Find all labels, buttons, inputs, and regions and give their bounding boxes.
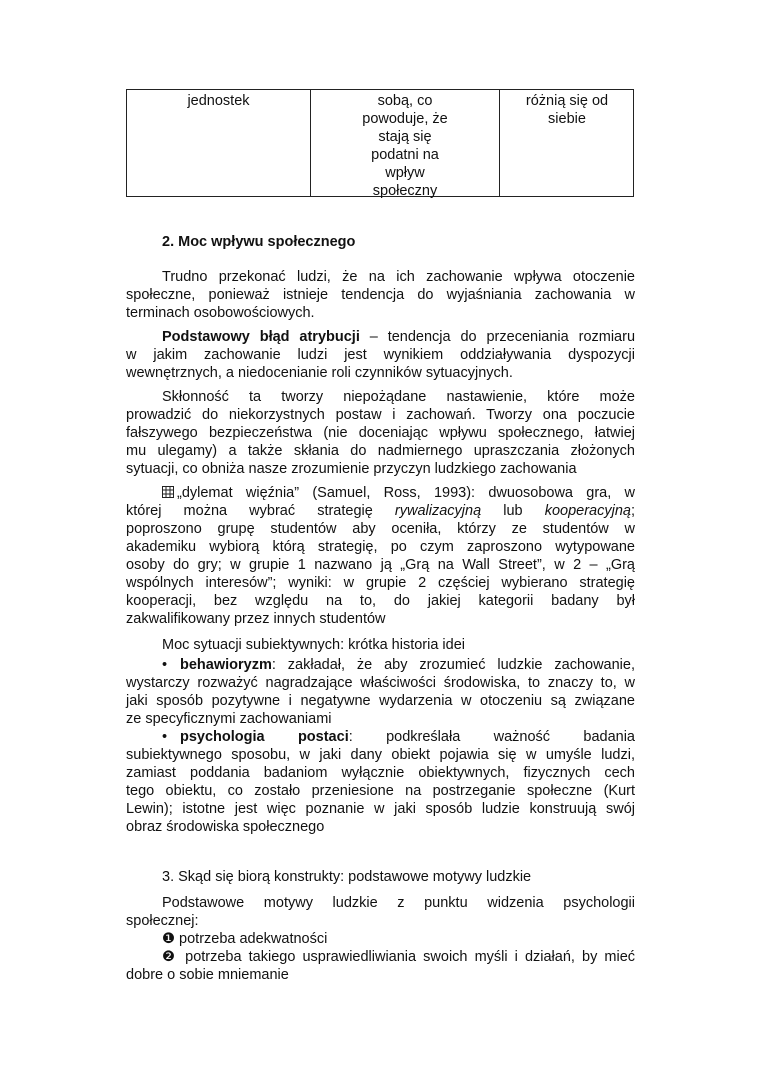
text-run: lub (481, 503, 545, 519)
table-cell: jednostek (187, 93, 250, 109)
cell-line: różnią się od (525, 93, 609, 109)
text-line: ze specyficznymi zachowaniami (126, 711, 332, 727)
subheading: Moc sytuacji subiektywnych: krótka historia idei (162, 637, 466, 653)
cell-line: podatni na (371, 147, 439, 163)
table-fragment (126, 89, 634, 197)
text-line: subiektywnego sposobu, w jaki dany obiekt pojawia się w umyśle ludzi, (126, 747, 635, 763)
text-line: prowadzić do niekorzystnych postaw i zachowań. Tworzy ona poczucie (126, 407, 635, 423)
text-line (162, 728, 635, 746)
term-italic: kooperacyjną (544, 503, 631, 519)
text-line (162, 930, 327, 948)
text-run: „dylemat więźnia” (Samuel, Ross, 1993): dwuosobowa gra, w (177, 485, 635, 501)
text-run: potrzeba adekwatności (179, 931, 328, 947)
text-line: dobre o sobie mniemanie (126, 967, 289, 983)
term-bold: Podstawowy błąd atrybucji (162, 329, 360, 345)
text-line: zakwalifikowany przez innych studentów (126, 611, 386, 627)
bullet-icon: • (162, 729, 168, 745)
text-line (126, 502, 635, 520)
text-run: której można wybrać strategię (126, 503, 395, 519)
text-line: mu ulegamy) a także skłania do nadmiernego upraszczania złożonych (126, 443, 635, 459)
number-one-icon: ❶ (162, 931, 175, 947)
cell-line: wpływ (385, 165, 425, 181)
text-line (162, 948, 635, 966)
text-line: akademiku wybiorą którą strategię, po czym zaproszono wytypowane (126, 539, 635, 555)
text-line: Podstawowe motywy ludzkie z punktu widzenia psychologii (162, 895, 635, 911)
text-line: Lewin); istotne jest więc poznanie w jaki sposób ludzie konstruują swój (126, 801, 635, 817)
term-bold: psychologia postaci (180, 729, 349, 745)
text-line: sytuacji, co obniża nasze zrozumienie przyczyn ludzkiego zachowania (126, 461, 577, 477)
table-cell (311, 92, 499, 200)
text-line: w jakim zachowanie ludzi jest wynikiem oddziaływania dyspozycji (126, 347, 635, 363)
cell-line: siebie (548, 111, 586, 127)
term-bold: behawioryzm (180, 657, 272, 673)
cell-line: stają się (378, 129, 432, 145)
bullet-icon: • (162, 657, 168, 673)
section-heading: 2. Moc wpływu społecznego (162, 234, 356, 250)
text-line: kooperacji, bez względu na to, do jakiej kategorii badany był (126, 593, 635, 609)
term-italic: rywalizacyjną (394, 503, 482, 519)
text-line: tego obiektu, co zostało przeniesione na postrzeganie społeczne (Kurt (126, 783, 635, 799)
table-icon (162, 486, 174, 498)
text-line: obraz środowiska społecznego (126, 819, 325, 835)
text-line (162, 484, 635, 502)
table-cell (500, 92, 634, 128)
text-line: wspólnych interesów”; wyniki: w grupie 2 częściej wybierano strategię (126, 575, 635, 591)
text-line: zamiast poddania badaniom wyłącznie obiektywnych, fizycznych cech (126, 765, 635, 781)
cell-line: powoduje, że (362, 111, 448, 127)
text-line: społeczne, ponieważ istnieje tendencja do wyjaśniania zachowania w (126, 287, 635, 303)
text-line: fałszywego bezpieczeństwa (nie doceniając wpływu społecznego, łatwiej (126, 425, 635, 441)
text-run: : zakładał, że aby zrozumieć ludzkie zachowanie, (271, 657, 635, 673)
section-heading: 3. Skąd się biorą konstrukty: podstawowe motywy ludzkie (162, 869, 532, 885)
text-line: poproszono grupę studentów aby oceniła, którzy ze studentów w (126, 521, 635, 537)
text-run: : podkreślała ważność badania (348, 729, 635, 745)
text-line: społecznej: (126, 913, 199, 929)
text-line: osoby do gry; w grupie 1 nazwano ją „Grą na Wall Street”, w 2 – „Grą (126, 557, 635, 573)
text-line: wewnętrznych, a niedocenianie roli czynników sytuacyjnych. (126, 365, 513, 381)
text-line: terminach osobowościowych. (126, 305, 315, 321)
cell-line: sobą, co (377, 93, 433, 109)
text-line: Skłonność ta tworzy niepożądane nastawienie, które może (162, 389, 635, 405)
text-line (162, 328, 635, 346)
text-run: potrzeba takiego usprawiedliwiania swoich myśli i działań, by mieć (185, 949, 636, 965)
cell-line: społeczny (372, 183, 438, 199)
number-two-icon: ❷ (162, 949, 179, 965)
text-line (162, 656, 635, 674)
text-run: – tendencja do przeceniania rozmiaru (359, 329, 636, 345)
text-line: wystarczy rozważyć nagradzające właściwości środowiska, to znaczy to, w (126, 675, 635, 691)
text-line: jaki sposób pozytywne i negatywne wydarzenia w otoczeniu są związane (126, 693, 635, 709)
text-run: ; (630, 503, 635, 519)
text-line: Trudno przekonać ludzi, że na ich zachowanie wpływa otoczenie (162, 269, 635, 285)
